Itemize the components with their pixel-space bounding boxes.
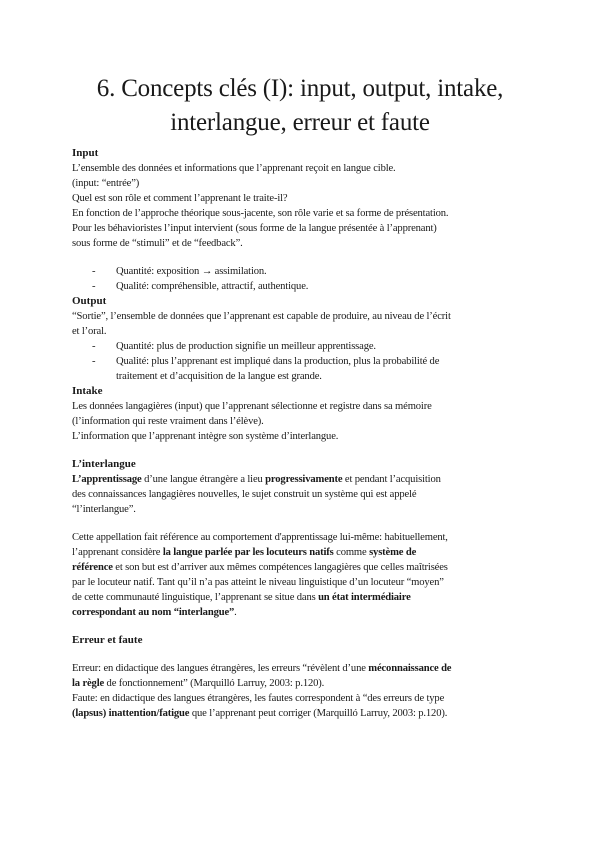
interlangue-p2-line: de cette communauté linguistique, l’apprenant se situe dans un état intermédiaire (72, 592, 411, 603)
input-line: Pour les béhavioristes l’input intervient (sous forme de la langue présentée à l’apprenant) (72, 223, 437, 234)
input-heading: Input (72, 147, 99, 159)
interlangue-p2-line: par le locuteur natif. Tant qu’il n’a pas atteint le niveau linguistique d’un locuteur “moyen” (72, 577, 444, 588)
intake-line: Les données langagières (input) que l’apprenant sélectionne et registre dans sa mémoire (72, 401, 432, 412)
interlangue-heading: L’interlangue (72, 458, 136, 470)
input-line: L’ensemble des données et informations que l’apprenant reçoit en langue cible. (72, 163, 396, 174)
faute-p2-line: (lapsus) inattention/fatigue que l’apprenant peut corriger (Marquilló Larruy, 2003: p.120). (72, 708, 448, 719)
list-item: - Qualité: compréhensible, attractif, authentique. (92, 281, 309, 292)
list-item: - Qualité: plus l’apprenant est impliqué dans la production, plus la probabilité de (92, 356, 440, 367)
intake-line: L’information que l’apprenant intègre son système d’interlangue. (72, 431, 339, 442)
input-line: En fonction de l’approche théorique sous-jacente, son rôle varie et sa forme de présentation. (72, 208, 449, 219)
interlangue-p2-line: référence et son but est d’arriver aux mêmes compétences langagières que celles maîtrisées (72, 562, 448, 573)
interlangue-p2-line: l’apprenant considère la langue parlée par les locuteurs natifs comme système de (72, 547, 417, 558)
title-line-2: interlangue, erreur et faute (170, 109, 430, 136)
interlangue-p2-line: Cette appellation fait référence au comportement d'apprentissage lui-même: habituellement, (72, 532, 448, 543)
page-title (72, 72, 528, 140)
input-line: Quel est son rôle et comment l’apprenant le traite-il? (72, 193, 288, 204)
input-line: sous forme de “stimuli” et de “feedback”. (72, 238, 243, 249)
list-item: - Quantité: exposition → assimilation. (92, 266, 267, 277)
input-bullet-list (72, 264, 528, 294)
input-line: (input: “entrée”) (72, 178, 140, 189)
list-item: - Quantité: plus de production signifie un meilleur apprentissage. (92, 341, 376, 352)
output-line: et l’oral. (72, 326, 107, 337)
title-line-1: 6. Concepts clés (I): input, output, intake, (96, 75, 504, 102)
erreur-p1-line: Erreur: en didactique des langues étrangères, les erreurs “révèlent d’une méconnaissance de (72, 663, 452, 674)
list-item-continuation: traitement et d’acquisition de la langue est grande. (116, 371, 322, 382)
erreur-p1-line: la règle de fonctionnement” (Marquilló Larruy, 2003: p.120). (72, 678, 325, 689)
output-line: “Sortie”, l’ensemble de données que l’apprenant est capable de produire, au niveau de l’écrit (72, 311, 451, 322)
interlangue-p1-line: des connaissances langagières nouvelles, le sujet construit un système qui est appelé (72, 489, 417, 500)
output-bullet-list (72, 339, 528, 384)
interlangue-p2-line: correspondant au nom “interlangue”. (72, 607, 237, 618)
intake-heading: Intake (72, 385, 103, 397)
faute-p2-line: Faute: en didactique des langues étrangères, les fautes correspondent à “des erreurs de type (72, 693, 445, 704)
interlangue-p1-line: L’apprentissage d’une langue étrangère a lieu progressivamente et pendant l’acquisition (72, 474, 441, 485)
intake-line: (l’information qui reste vraiment dans l’élève). (72, 416, 264, 427)
interlangue-p1-line: “l’interlangue”. (72, 504, 136, 515)
output-heading: Output (72, 295, 107, 307)
document-page (72, 72, 528, 721)
erreur-heading: Erreur et faute (72, 634, 143, 646)
